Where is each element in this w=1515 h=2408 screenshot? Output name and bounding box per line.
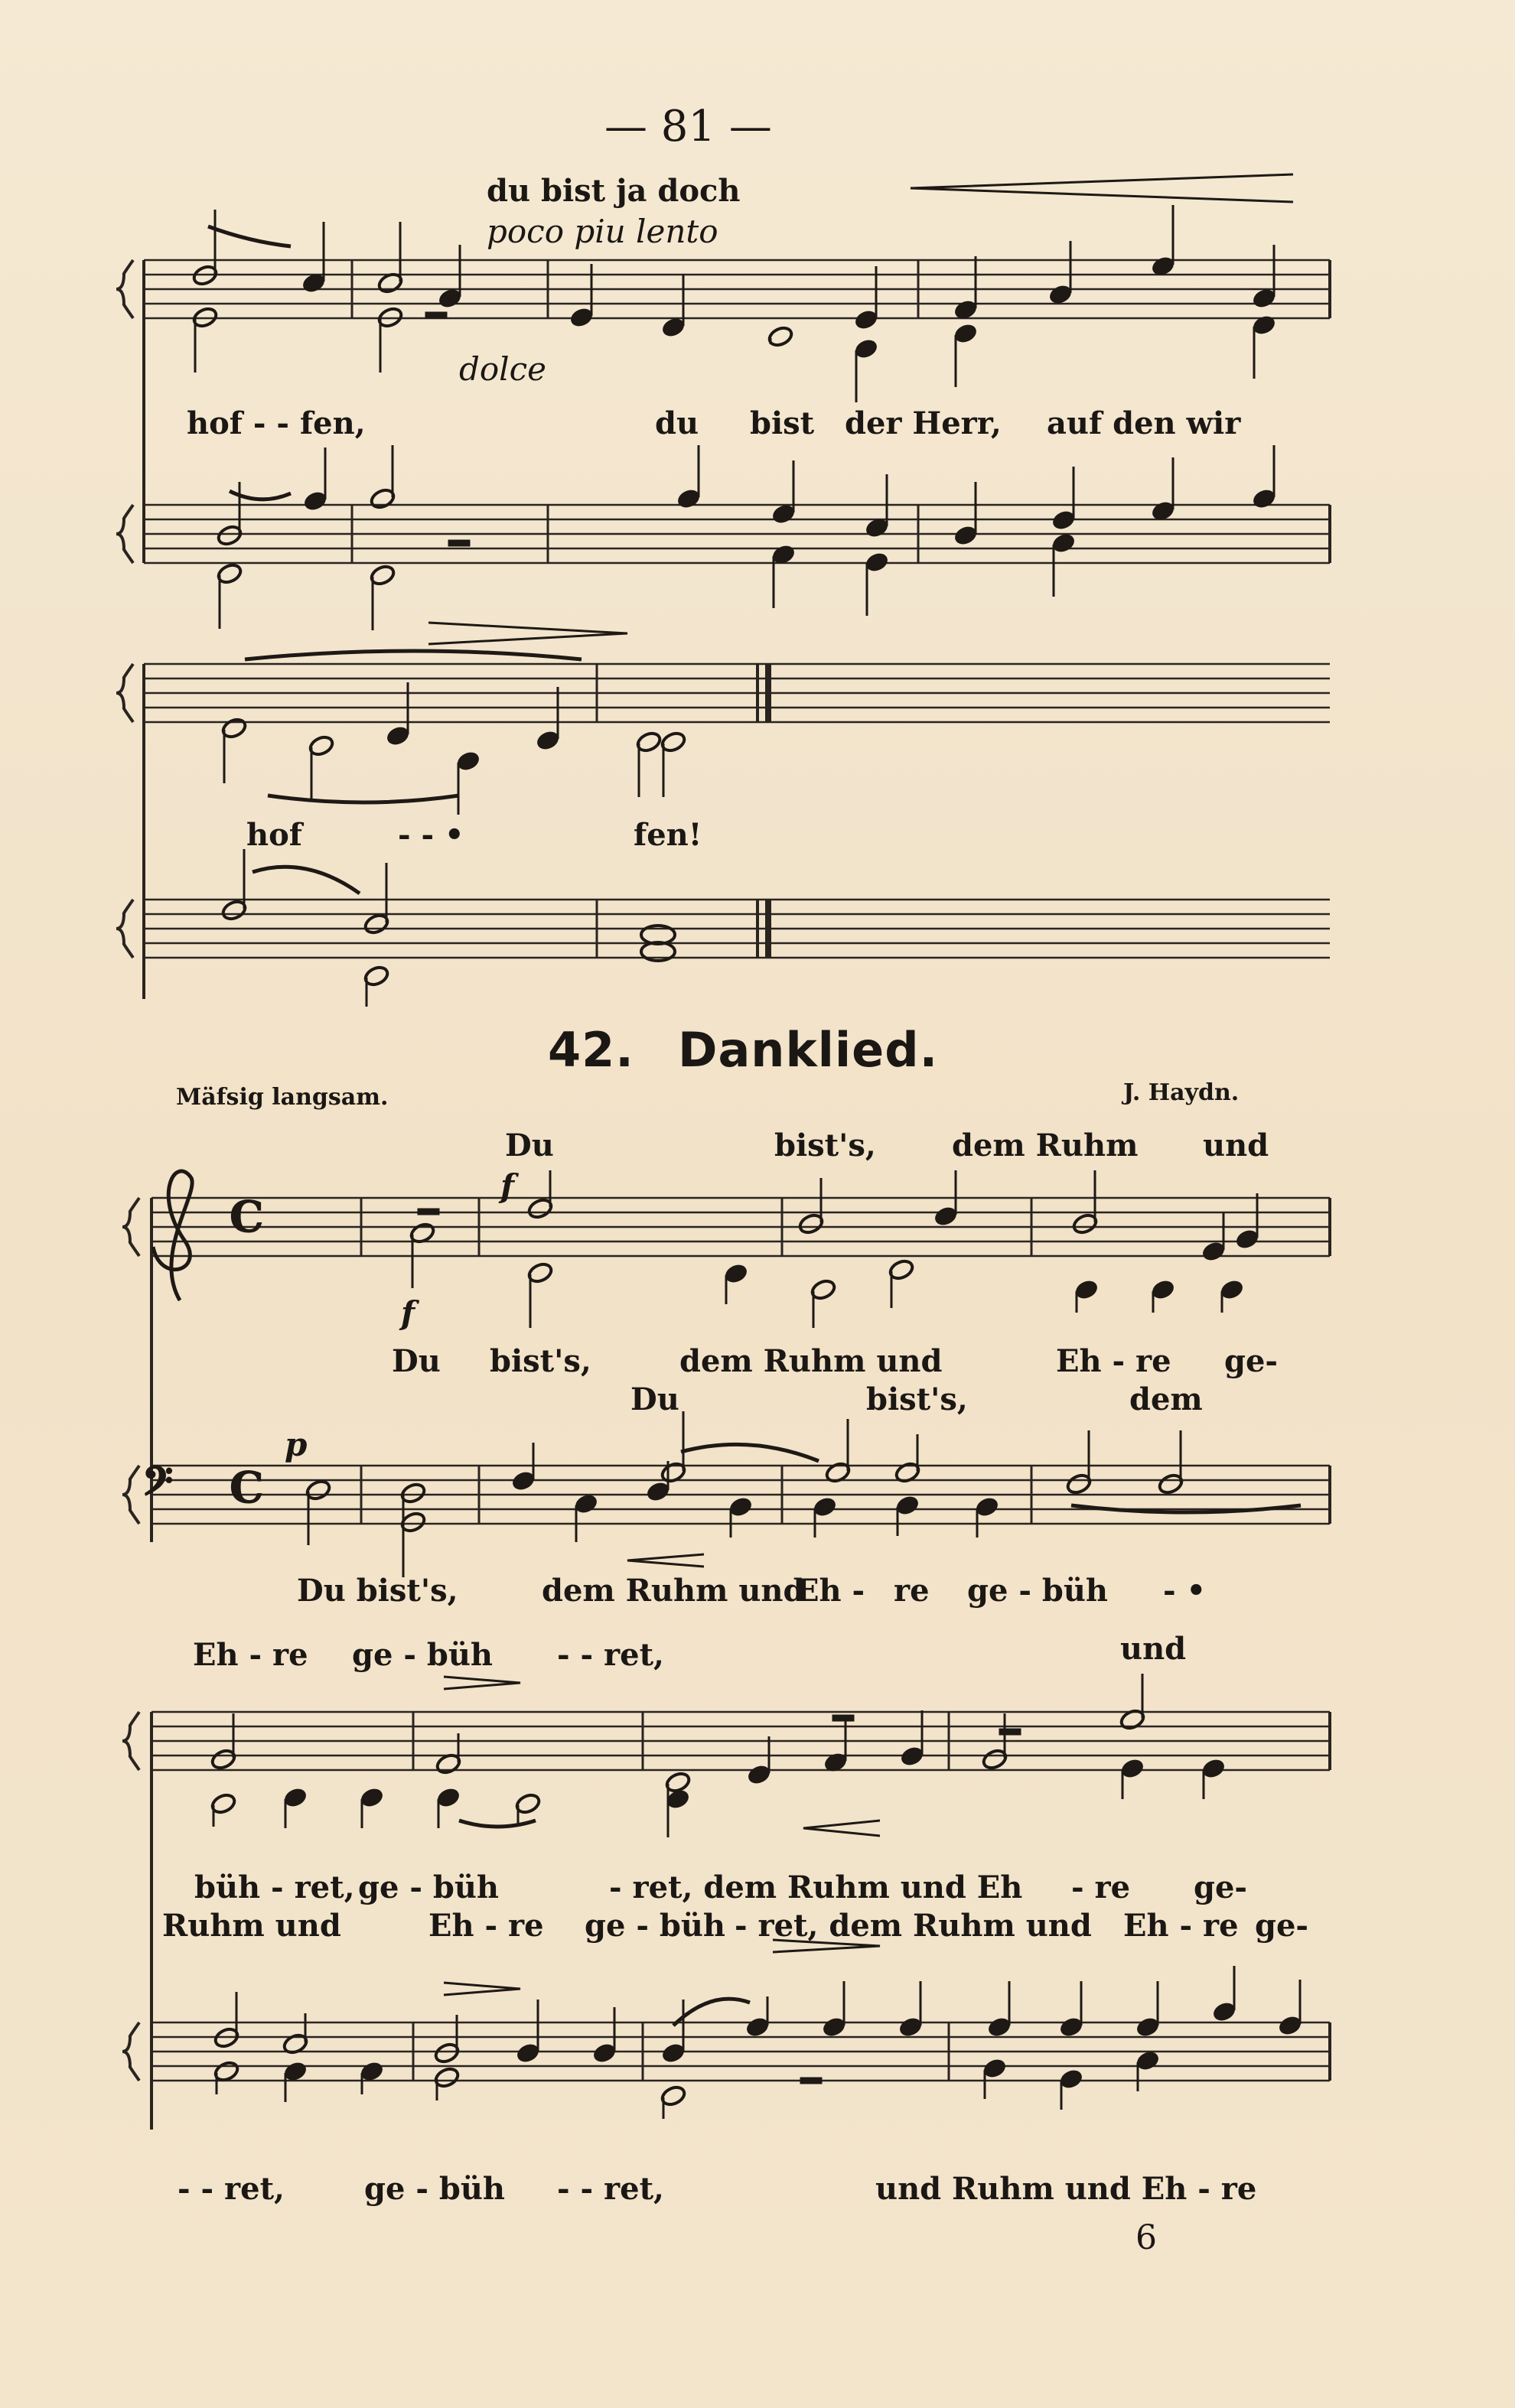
lyr4-3: re xyxy=(894,1573,930,1609)
time-signature: C xyxy=(230,1192,264,1242)
lyr7-5: ge- xyxy=(1255,1908,1309,1944)
slur xyxy=(208,226,291,246)
treble-clef xyxy=(153,1171,192,1300)
lyr1-3: und xyxy=(1203,1128,1269,1163)
lyr7-4: Eh - re xyxy=(1123,1908,1239,1944)
time-signature: C xyxy=(230,1463,264,1513)
system-brace xyxy=(122,1198,139,1256)
lyr1-1: bist's, xyxy=(774,1128,876,1163)
decrescendo-hairpin xyxy=(444,1983,520,1995)
slur xyxy=(268,796,459,802)
dynamic-f-mid: f xyxy=(401,1294,415,1332)
lyr4-5: - • xyxy=(1163,1573,1207,1609)
hymn-title: Danklied. xyxy=(678,1022,939,1078)
system-brace xyxy=(116,505,133,563)
lyric-end-1: - - • xyxy=(398,817,464,853)
crescendo-hairpin xyxy=(911,174,1293,202)
lyr8-2: - - ret, xyxy=(557,2171,664,2207)
hymn-number: 42. xyxy=(548,1022,634,1078)
lyric-end-2: fen! xyxy=(634,817,702,853)
lyr6-4: ge- xyxy=(1194,1869,1248,1905)
lyric-mid-3: der Herr, xyxy=(845,405,1002,441)
lyr4-1: dem Ruhm und xyxy=(542,1573,805,1609)
lyr2-2: dem Ruhm und xyxy=(679,1343,943,1379)
crescendo-hairpin xyxy=(627,1554,704,1567)
slur xyxy=(245,651,582,659)
lyr8-3: und Ruhm und Eh - re xyxy=(875,2171,1257,2207)
lyr5-3: und xyxy=(1120,1631,1187,1667)
slur xyxy=(459,1821,536,1827)
lyric-end-0: hof xyxy=(246,817,302,853)
rest xyxy=(832,1715,854,1721)
lyric-mid-4: auf den wir xyxy=(1047,405,1241,441)
lyr1-2: dem Ruhm xyxy=(952,1128,1139,1163)
lyr7-2: ge - büh xyxy=(585,1908,726,1944)
system-brace xyxy=(116,260,133,318)
system-brace xyxy=(116,664,133,722)
lyr4-2: Eh - xyxy=(796,1573,865,1609)
lyr6-2: - ret, dem Ruhm und Eh xyxy=(609,1869,1023,1905)
lyr6-0: büh - ret, xyxy=(194,1869,355,1905)
lyr8-1: ge - büh xyxy=(364,2171,506,2207)
slur xyxy=(252,867,360,893)
lyr4-4: ge - büh xyxy=(967,1573,1109,1609)
slur xyxy=(681,1444,819,1461)
dynamic-dolce: dolce xyxy=(459,350,546,388)
lyr1-0: Du xyxy=(505,1128,554,1163)
note-head-open xyxy=(767,325,794,349)
lyr6-3: - re xyxy=(1071,1869,1131,1905)
lyr5-1: ge - büh xyxy=(352,1637,494,1673)
rest xyxy=(425,312,447,318)
lyr3-1: bist's, xyxy=(866,1381,968,1417)
tempo-marking: poco piu lento xyxy=(487,213,718,250)
lyr2-1: bist's, xyxy=(490,1343,591,1379)
system-brace xyxy=(122,1466,139,1524)
lyric-mid-0: hof - - fen, xyxy=(187,405,366,441)
lyr7-0: Ruhm und xyxy=(162,1908,341,1944)
system-brace xyxy=(122,2022,139,2081)
rest xyxy=(999,1729,1021,1735)
tempo-text: Mäfsig langsam. xyxy=(176,1084,389,1111)
lyr2-4: ge- xyxy=(1224,1343,1279,1379)
lyr7-1: Eh - re xyxy=(428,1908,544,1944)
rest xyxy=(418,1209,439,1215)
lyr8-0: - - ret, xyxy=(178,2171,285,2207)
rest xyxy=(800,2078,822,2084)
composer: J. Haydn. xyxy=(1123,1079,1240,1106)
lyric-mid-1: du xyxy=(655,405,699,441)
dynamic-f-top: f xyxy=(500,1167,515,1205)
bass-clef: 𝄢 xyxy=(142,1458,173,1514)
lyric-top: du bist ja doch xyxy=(487,173,741,209)
dynamic-p: p xyxy=(285,1426,308,1463)
lyr3-0: Du xyxy=(630,1381,679,1417)
system-brace xyxy=(122,1712,139,1770)
system-brace xyxy=(116,900,133,958)
crescendo-hairpin xyxy=(803,1821,880,1836)
lyr5-2: - - ret, xyxy=(557,1637,664,1673)
lyr3-2: dem xyxy=(1129,1381,1203,1417)
lyr7-3: - ret, dem Ruhm und xyxy=(735,1908,1092,1944)
signature-number: 6 xyxy=(1135,2218,1157,2257)
lyr4-0: Du bist's, xyxy=(297,1573,458,1609)
lyr6-1: ge - büh xyxy=(358,1869,500,1905)
lyric-mid-2: bist xyxy=(750,405,815,441)
decrescendo-hairpin xyxy=(428,623,627,644)
lyr5-0: Eh - re xyxy=(193,1637,308,1673)
lyr2-3: Eh - re xyxy=(1056,1343,1171,1379)
rest xyxy=(448,540,470,546)
decrescendo-hairpin xyxy=(444,1677,520,1689)
lyr2-0: Du xyxy=(392,1343,441,1379)
page-number: — 81 — xyxy=(604,102,772,151)
